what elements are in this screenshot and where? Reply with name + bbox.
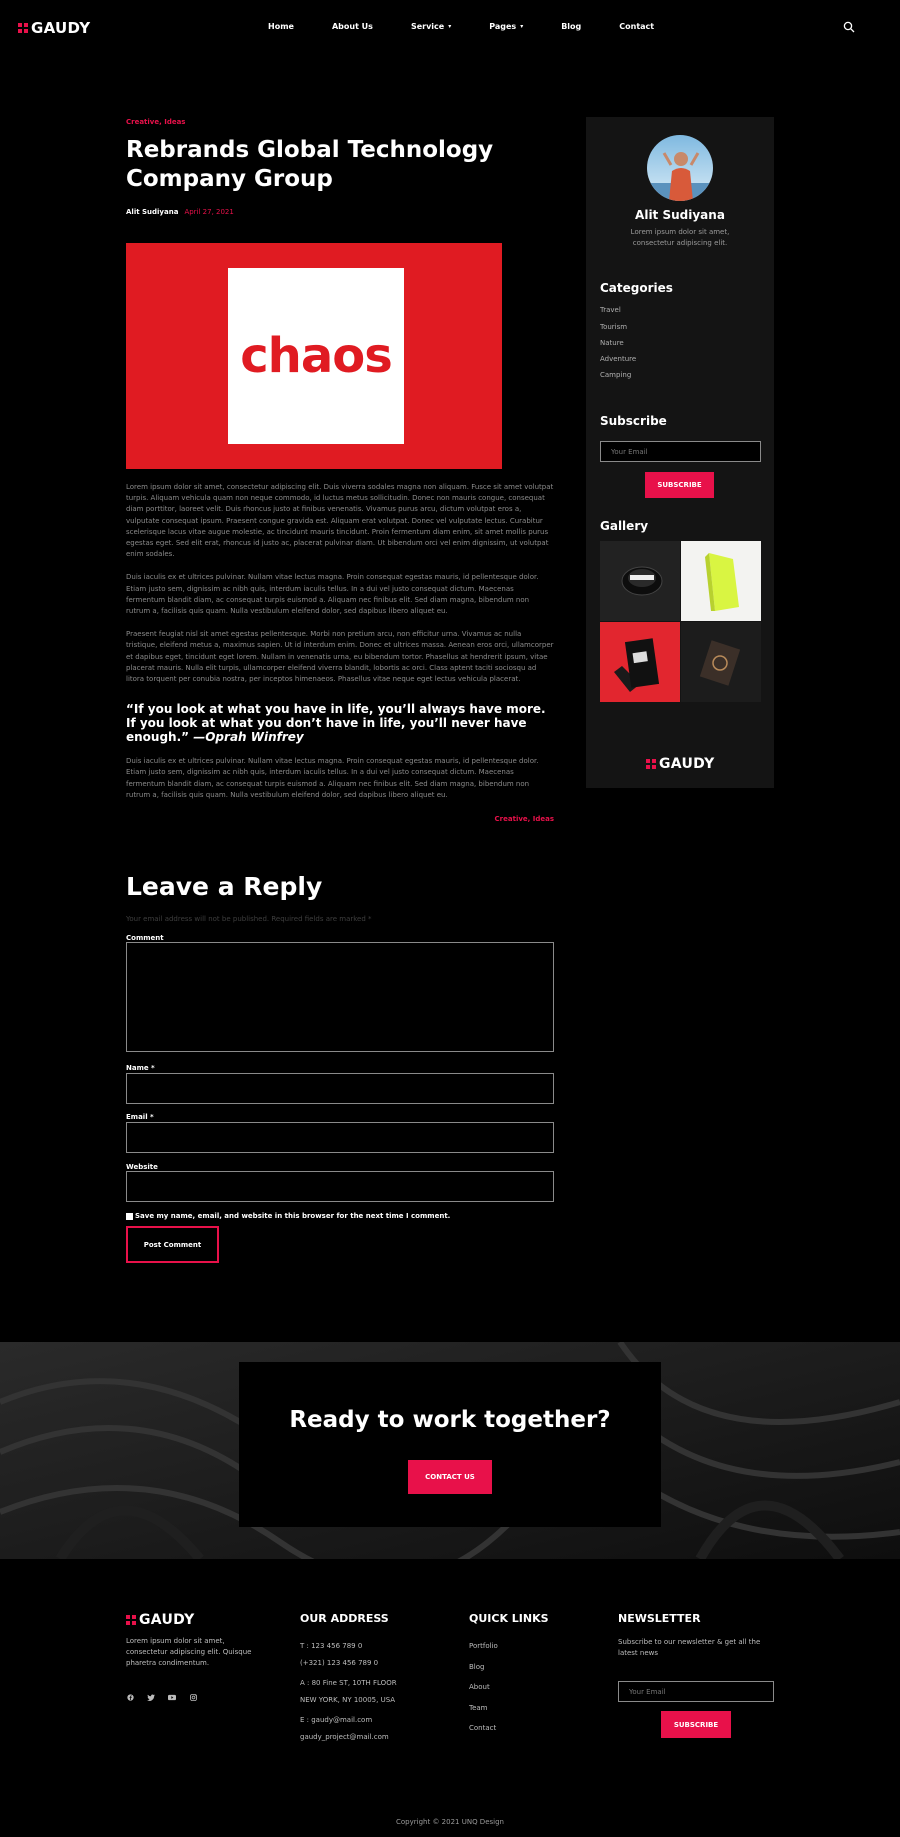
nav-contact[interactable] — [619, 22, 654, 31]
instagram-icon[interactable] — [189, 1693, 197, 1701]
reply-form — [126, 872, 554, 1249]
chevron-down-icon: ▾ — [448, 23, 452, 30]
address-heading: OUR ADDRESS — [300, 1612, 389, 1625]
author-name: Alit Sudiyana — [635, 208, 725, 222]
save-info-checkbox-row[interactable] — [126, 1212, 450, 1220]
gallery-image[interactable] — [681, 622, 761, 702]
author-bio: Lorem ipsum dolor sit amet, consectetur adipiscing elit. — [630, 228, 730, 247]
website-label: Website — [126, 1163, 158, 1171]
gallery-grid — [600, 541, 761, 703]
gallery-package-icon — [681, 541, 761, 621]
site-footer — [0, 1559, 900, 1837]
article-paragraph: Duis iaculis ex et ultrices pulvinar. Nullam vitae lectus magna. Proin consequat egestas mauris, id pellentesque dolor. Etiam justo sem, dignissim ac nibh quis, interdum iaculis tellus. In a dui vel justo consequat dictum. Maecenas fermentum blandit diam, ac consequat turpis euismod a. Aliquam nec finibus elit. Sed diam magna, bibendum non rutrum a, facilisis quis quam. Nulla vestibulum eleifend dolor, sed dapibus libero aliquet eu. — [126, 757, 539, 799]
article-paragraph: Praesent feugiat nisl sit amet egestas pellentesque. Morbi non pretium arcu, non efficitur urna. Vivamus ac nulla tristique, eleifend metus a, maximus sapien. Ut id interdum enim. Donec et ultrices massa. Aenean eros orci, ullamcorper et dapibus eget, tincidunt eget lorem. Nullam in venenatis urna, eu bibendum tortor. Phasellus at hendrerit ipsum, vitae placerat mauris. Nulla elit turpis, ullamcorper eleifend viverra blandit, lobortis ac orci. Class aptent taciti sociosqu ad litora torquent per conubia nostra, per inceptos himenaeos. Phasellus vitae neque eget lectus vehicula placerat. — [126, 630, 554, 684]
site-logo[interactable] — [18, 19, 90, 37]
site-header — [0, 0, 900, 54]
youtube-icon[interactable] — [168, 1693, 176, 1701]
quote-author: —Oprah Winfrey — [193, 730, 304, 745]
newsletter-heading: NEWSLETTER — [618, 1612, 701, 1625]
newsletter-text: Subscribe to our newsletter & get all the latest news — [618, 1638, 761, 1657]
quote-text: “If you look at what you have in life, you’ll always have more. If you look at what you don’t have in life, you’ll never have enough.” — [126, 702, 546, 745]
facebook-icon[interactable] — [126, 1693, 134, 1701]
footer-link-blog[interactable]: Blog — [469, 1663, 485, 1671]
twitter-icon[interactable] — [147, 1693, 155, 1701]
footer-link-portfolio[interactable]: Portfolio — [469, 1642, 498, 1650]
save-info-label: Save my name, email, and website in this browser for the next time I comment. — [135, 1212, 451, 1220]
search-icon[interactable] — [843, 21, 855, 33]
subscribe-heading: Subscribe — [600, 414, 667, 428]
article-tags[interactable]: Creative, Ideas — [494, 815, 554, 823]
save-info-checkbox[interactable] — [126, 1213, 133, 1220]
gallery-bag-icon — [600, 622, 680, 702]
nav-home[interactable] — [268, 22, 294, 31]
main-nav — [268, 22, 692, 31]
nav-about-us[interactable] — [332, 22, 373, 31]
email-2[interactable]: gaudy_project@mail.com — [300, 1733, 389, 1741]
gallery-tin-icon — [600, 541, 680, 621]
gallery-card-icon — [681, 622, 761, 702]
nav-label: Pages — [489, 22, 517, 31]
social-links — [126, 1693, 197, 1701]
gallery-heading: Gallery — [600, 519, 649, 533]
email-1[interactable]: E : gaudy@mail.com — [300, 1716, 373, 1724]
post-date[interactable]: April 27, 2021 — [184, 208, 234, 216]
sidebar — [586, 117, 774, 788]
footer-link-team[interactable]: Team — [469, 1704, 488, 1712]
hero-image — [126, 243, 502, 469]
nav-label: Service — [410, 22, 445, 31]
footer-logo[interactable] — [126, 1612, 195, 1628]
cta-title: Ready to work together? — [289, 1407, 611, 1433]
post-title: Rebrands Global Technology Company Group — [126, 137, 494, 192]
article-paragraph: Lorem ipsum dolor sit amet, consectetur adipiscing elit. Duis viverra sodales magna non aliquam. Fusce sit amet volutpat turpis. Aliquam vehicula quam non neque commodo, id luctus metus sollicitudin. Donec non mauris congue, consequat diam porttitor, laoreet velit. Duis rhoncus justo at finibus venenatis. Vivamus purus arcu, dictum volutpat eros a, vulputate consequat ipsum. Praesent congue gravida est. Aliquam erat volutpat. Donec vel vulputate lectus. Curabitur scelerisque lacus vitae augue molestie, ac tincidunt mauris tincidunt. Proin fermentum diam enim, sit amet mollis purus egestas eget. Sed elit erat, rhoncus id justo ac, placerat pulvinar diam. Ut bibendum orci vel enim dignissim, ut volutpat enim sodales. — [126, 483, 554, 559]
gallery-image[interactable] — [681, 541, 761, 621]
post-comment-button[interactable]: Post Comment — [126, 1226, 219, 1263]
comment-label: Comment — [126, 934, 164, 942]
name-input[interactable] — [126, 1073, 554, 1104]
newsletter-subscribe-button[interactable]: SUBSCRIBE — [661, 1711, 731, 1738]
blockquote — [126, 702, 554, 744]
logo-mark-icon — [646, 759, 656, 769]
post-author[interactable]: Alit Sudiyana — [126, 208, 179, 216]
quick-links-heading: QUICK LINKS — [469, 1612, 549, 1625]
logo-mark-icon — [126, 1615, 136, 1625]
logo-text: GAUDY — [659, 756, 715, 772]
category-link-camping[interactable]: Camping — [600, 371, 632, 379]
email-input[interactable] — [126, 1122, 554, 1153]
logo-mark-icon — [18, 23, 28, 33]
nav-label: Home — [268, 22, 294, 31]
category-link-tourism[interactable]: Tourism — [600, 323, 628, 331]
reply-title: Leave a Reply — [126, 872, 323, 901]
hero-logo-box — [228, 268, 404, 444]
chevron-down-icon: ▾ — [520, 23, 524, 30]
categories-heading: Categories — [600, 281, 673, 295]
category-link-nature[interactable]: Nature — [600, 339, 624, 347]
nav-service[interactable] — [411, 22, 451, 31]
category-link-travel[interactable]: Travel — [600, 306, 621, 314]
comment-textarea[interactable] — [126, 942, 554, 1052]
nav-label: Contact — [619, 22, 655, 31]
nav-pages[interactable] — [489, 22, 523, 31]
nav-label: Blog — [561, 22, 582, 31]
post-meta — [126, 208, 554, 216]
sidebar-logo[interactable] — [646, 756, 715, 772]
newsletter-email-input[interactable] — [618, 1681, 774, 1702]
footer-about: Lorem ipsum dolor sit amet, consectetur adipiscing elit. Quisque pharetra condimentum. — [126, 1637, 252, 1667]
article — [126, 118, 554, 823]
phone-1: T : 123 456 789 0 — [300, 1642, 363, 1650]
email-label: Email * — [126, 1113, 154, 1121]
gallery-image[interactable] — [600, 622, 680, 702]
author-avatar — [647, 135, 713, 201]
phone-2: (+321) 123 456 789 0 — [300, 1659, 379, 1667]
reply-note: Your email address will not be published. Required fields are marked * — [126, 915, 372, 923]
gallery-image[interactable] — [600, 541, 680, 621]
sidebar-email-input[interactable] — [600, 441, 761, 462]
address-line-1: A : 80 Fine ST, 10TH FLOOR — [300, 1679, 397, 1687]
nav-blog[interactable] — [561, 22, 581, 31]
website-input[interactable] — [126, 1171, 554, 1202]
copyright: Copyright © 2021 UNQ Design — [396, 1818, 504, 1826]
article-paragraph: Duis iaculis ex et ultrices pulvinar. Nullam vitae lectus magna. Proin consequat egestas mauris, id pellentesque dolor. Etiam justo sem, dignissim ac nibh quis, interdum iaculis tellus. In a dui vel justo consequat dictum. Maecenas fermentum blandit diam, ac consequat turpis euismod a. Aliquam nec finibus elit. Sed diam magna, bibendum non rutrum a, facilisis quis quam. Nulla vestibulum eleifend dolor, sed dapibus libero aliquet eu. — [126, 573, 539, 616]
article-category[interactable]: Creative, Ideas — [126, 118, 186, 126]
sidebar-subscribe-button[interactable]: SUBSCRIBE — [645, 472, 714, 498]
logo-text: GAUDY — [139, 1612, 195, 1628]
logo-text: GAUDY — [31, 19, 91, 37]
contact-us-button[interactable]: CONTACT US — [408, 1460, 492, 1494]
avatar-photo-icon — [647, 135, 713, 201]
name-label: Name * — [126, 1064, 155, 1072]
footer-link-about[interactable]: About — [469, 1683, 490, 1691]
footer-link-contact[interactable]: Contact — [469, 1724, 497, 1732]
hero-logo-text: chaos — [240, 328, 392, 384]
nav-label: About Us — [331, 22, 373, 31]
cta-box — [239, 1362, 661, 1527]
address-line-2: NEW YORK, NY 10005, USA — [300, 1696, 396, 1704]
category-link-adventure[interactable]: Adventure — [600, 355, 637, 363]
